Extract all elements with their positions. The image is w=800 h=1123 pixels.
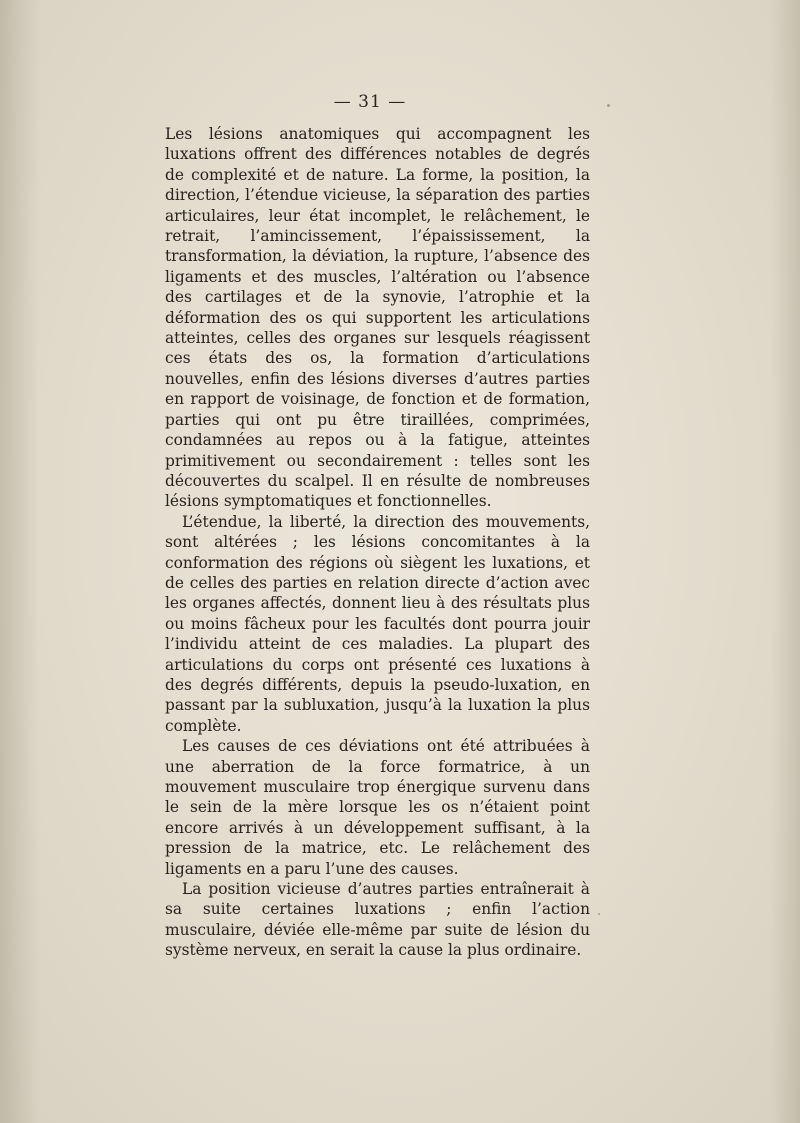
paper-speck bbox=[598, 913, 600, 915]
paragraph-2: L’étendue, la liberté, la direction des mouvements, sont altérées ; les lésions concomitantes à la conformation des régions où siègent les luxations, et de celles des parties en relation directe d’action avec les organes affectés, donnent lieu à des résultats plus ou moins fâcheux pour les facultés dont pourra jouir l’individu atteint de ces maladies. La plupart des articulations du corps ont présenté ces luxations à des degrés différents, depuis la pseudo-luxation, en passant par la subluxation, jusqu’à la luxation la plus complète. bbox=[165, 512, 590, 735]
page-number: — 31 — bbox=[333, 92, 407, 112]
text-body bbox=[165, 124, 590, 961]
page-edge-shadow-left bbox=[0, 0, 40, 1123]
paragraph-3: Les causes de ces déviations ont été attribuées à une aberration de la force formatrice, à un mouvement musculaire trop énergique survenu dans le sein de la mère lorsque les os n’étaient point encore arrivés à un développement suffisant, à la pression de la matrice, etc. Le relâchement des ligaments en a paru l’une des causes. bbox=[165, 737, 590, 878]
paragraph-1: Les lésions anatomiques qui accompagnent les luxations offrent des différences notables de degrés de complexité et de nature. La forme, la position, la direction, l’étendue vicieuse, la séparation des parties articulaires, leur état incomplet, le relâchement, le retrait, l’amincissement, l’épaississement, la transformation, la déviation, la rupture, l’absence des ligaments et des muscles, l’altération ou l’absence des cartilages et de la synovie, l’atrophie et la déformation des os qui supportent les articulations atteintes, celles des organes sur lesquels réagissent ces états des os, la formation d’articulations nouvelles, enfin des lésions diverses d’autres parties en rapport de voisinage, de fonction et de formation, parties qui ont pu être tiraillées, comprimées, condamnées au repos ou à la fatigue, atteintes primitivement ou secondairement : telles sont les découvertes du scalpel. Il en résulte de nombreuses lésions symptomatiques et fonctionnelles. bbox=[165, 125, 590, 511]
page-edge-shadow-right bbox=[770, 0, 800, 1123]
paper-speck bbox=[607, 104, 610, 107]
paragraph-4: La position vicieuse d’autres parties entraînerait à sa suite certaines luxations ; enfin l’action musculaire, déviée elle-même par suite de lésion du système nerveux, en serait la cause la plus ordinaire. bbox=[165, 880, 590, 960]
